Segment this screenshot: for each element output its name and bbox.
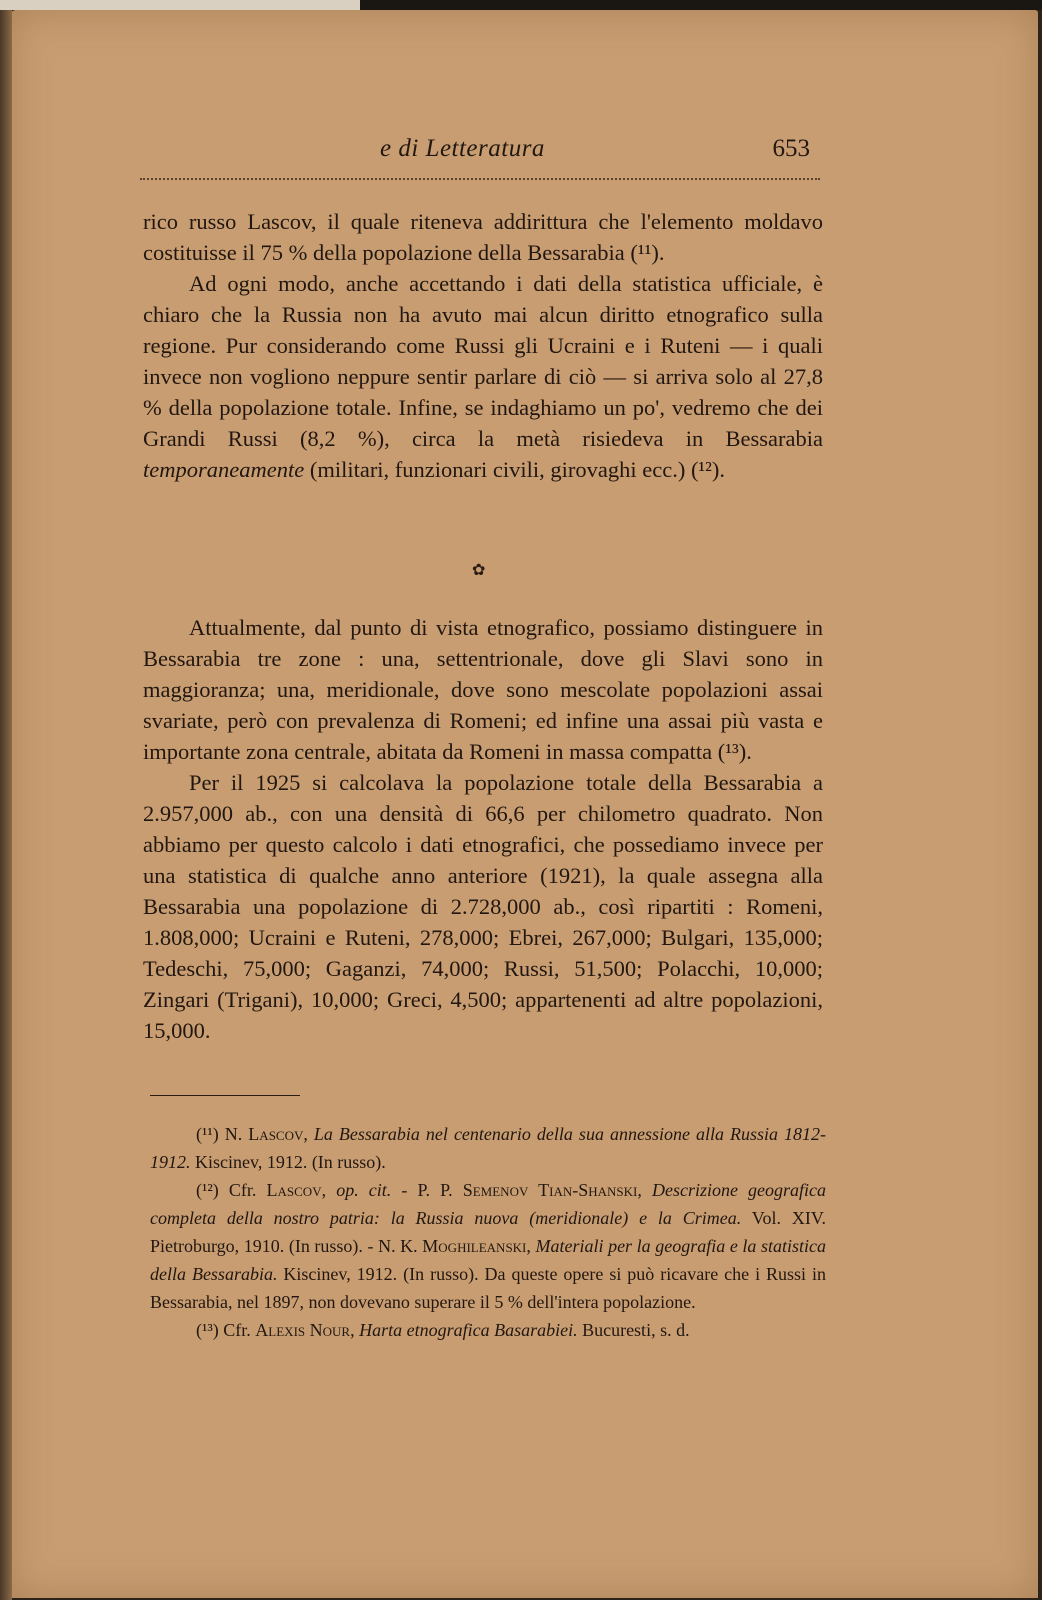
top-strip — [0, 0, 1042, 10]
footnote-rule — [150, 1095, 300, 1096]
top-strip-dark — [360, 0, 1042, 10]
footnote-13-cfr: Cfr. — [223, 1320, 251, 1340]
paragraph-3: Attualmente, dal punto di vista etnografico, possiamo distinguere in Bessarabia tre zone : una, settentrionale, dove gli Slavi sono in maggioranza; una, meridionale, dove sono mescolate popolazioni assai svariate, però con prevalenza di Romeni; ed infine una assai più vasta e importante zona centrale, abitata da Romeni in massa compatta (¹³). — [143, 615, 823, 764]
footnote-11-author: N. Lascov, — [224, 1124, 308, 1144]
page-number: 653 — [772, 135, 810, 162]
section-ornament-icon: ✿ — [472, 562, 486, 579]
footnote-12-vol: Vol. XIV. Pietroburgo, 1910. (In russo). - N. K. — [150, 1208, 826, 1256]
footnotes — [150, 1120, 826, 1344]
footnote-13-title: Harta etnografica Basarabiei. — [359, 1320, 578, 1340]
footnote-13 — [150, 1316, 826, 1344]
footnote-13-mark: (¹³) — [196, 1320, 219, 1340]
footnote-11-rest: Kiscinev, 1912. (In russo). — [195, 1152, 386, 1172]
footnote-11-title: La Bessarabia nel centenario della sua annessione alla Russia 1812-1912. — [150, 1124, 826, 1172]
footnote-12 — [150, 1176, 826, 1316]
footnote-12-cfr: Cfr. — [228, 1180, 257, 1200]
paragraph-2-italic: temporaneamente — [143, 457, 305, 482]
running-head-title: e di Letteratura — [380, 135, 545, 162]
running-head — [140, 135, 820, 175]
body-block-1 — [143, 206, 823, 485]
footnote-12-title-1: Descrizione geografica completa della nostro patria: la Russia nuova (meridionale) e la Crimea. — [150, 1180, 827, 1228]
footnote-12-author-2: Semenov Tian-Shanski, — [462, 1180, 642, 1200]
footnote-12-title-2: Materiali per la geografia e la statistica della Bessarabia. — [150, 1236, 826, 1284]
paragraph-1: rico russo Lascov, il quale riteneva addirittura che l'elemento moldavo costituisse il 75 % della popolazione della Bessarabia (¹¹). — [143, 209, 823, 265]
body-block-2 — [143, 612, 823, 1046]
footnote-12-author-1: Lascov, — [266, 1180, 327, 1200]
paragraph-2-end: (militari, funzionari civili, girovaghi ecc.) (¹²). — [309, 457, 726, 482]
footnote-13-author: Alexis Nour, — [255, 1320, 355, 1340]
binding-edge — [0, 10, 12, 1600]
paragraph-2 — [143, 268, 823, 485]
footnote-11-mark: (¹¹) — [196, 1124, 219, 1144]
footnote-13-rest: Bucuresti, s. d. — [582, 1320, 690, 1340]
paragraph-4: Per il 1925 si calcolava la popolazione totale della Bessarabia a 2.957,000 ab., con una densità di 66,6 per chilometro quadrato. Non abbiamo per questo calcolo i dati etnografici, che possediamo invece per una statistica di qualche anno anteriore (1921), la quale assegna alla Bessarabia una popolazione di 2.728,000 ab., così ripartiti : Romeni, 1.808,000; Ucraini e Ruteni, 278,000; Ebrei, 267,000; Bulgari, 135,000; Tedeschi, 75,000; Gaganzi, 74,000; Russi, 51,500; Polacchi, 10,000; Zingari (Trigani), 10,000; Greci, 4,500; appartenenti ad altre popolazioni, 15,000. — [143, 770, 823, 1043]
footnote-12-mark: (¹²) — [196, 1180, 219, 1200]
footnote-11 — [150, 1120, 826, 1176]
footnote-12-op-cit: op. cit. — [336, 1180, 392, 1200]
footnote-12-sep: - P. P. — [401, 1180, 453, 1200]
footnote-12-rest: Kiscinev, 1912. (In russo). Da queste opere si può ricavare che i Russi in Bessarabia, nel 1897, non dovevano superare il 5 % dell'intera popolazione. — [150, 1264, 826, 1312]
paragraph-2-text: Ad ogni modo, anche accettando i dati della statistica ufficiale, è chiaro che la Russia non ha avuto mai alcun diritto etnografico sulla regione. Pur considerando come Russi gli Ucraini e i Ruteni — i quali invece non vogliono neppure sentir parlare di ciò — si arriva solo al 27,8 % della popolazione totale. Infine, se indaghiamo un po', vedremo che dei Grandi Russi (8,2 %), circa la metà risiedeva in Bessarabia — [143, 271, 823, 451]
footnote-12-author-3: Moghileanski, — [422, 1236, 531, 1256]
header-rule — [140, 178, 820, 180]
